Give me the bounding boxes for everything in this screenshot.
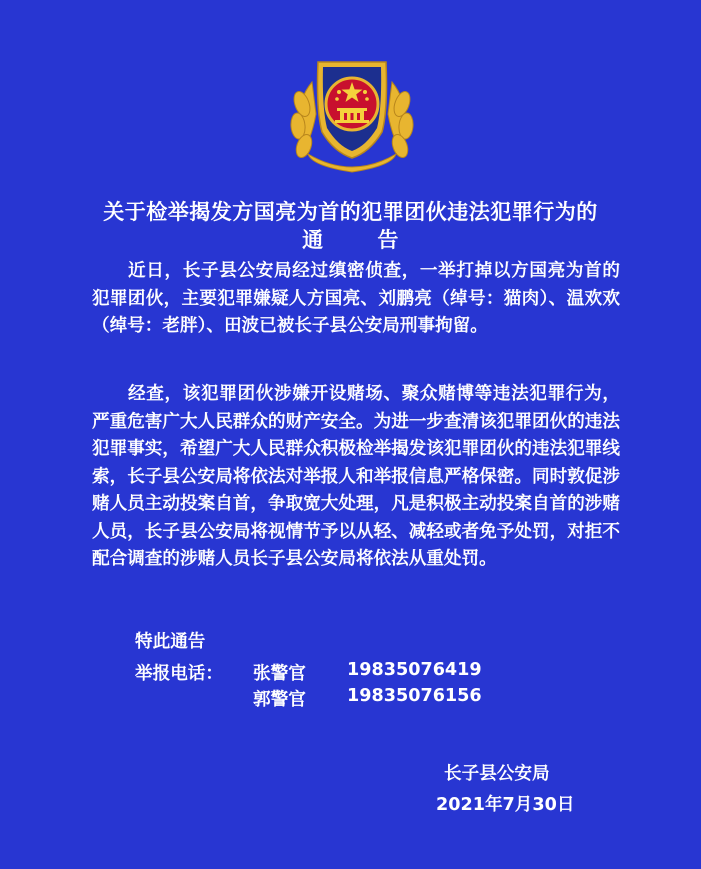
notice-paragraph-2: 经查，该犯罪团伙涉嫌开设赌场、聚众赌博等违法犯罪行为，严重危害广大人民群众的财产安全。为进一步查清该犯罪团伙的违法犯罪事实，希望广大人民群众积极检举揭发该犯罪团伙的违法犯罪线索，长子县公安局将依法对举报人和举报信息严格保密。同时敦促涉赌人员主动投案自首，争取宽大处理，凡是积极主动投案自首的涉赌人员，长子县公安局将视情节予以从轻、减轻或者免予处罚，对拒不配合调查的涉赌人员长子县公安局将依法从重处罚。 <box>92 384 620 569</box>
notice-title-line1: 关于检举揭发方国亮为首的犯罪团伙违法犯罪行为的 <box>103 200 598 224</box>
notice-paragraph-1: 近日，长子县公安局经过缜密侦查，一举打掉以方国亮为首的犯罪团伙，主要犯罪嫌疑人方国亮、刘鹏亮（绰号：猫肉）、温欢欢（绰号：老胖）、田波已被长子县公安局刑事拘留。 <box>92 261 620 336</box>
police-emblem-icon <box>282 54 422 180</box>
contact-phone: 19835076419 <box>347 660 482 680</box>
contact-phone: 19835076156 <box>347 686 482 706</box>
contact-name: 张警官 <box>253 664 306 684</box>
signature-date: 2021年7月30日 <box>436 795 575 815</box>
report-phone-label: 举报电话： <box>135 664 223 684</box>
closing-text: 特此通告 <box>135 632 206 652</box>
signature-organization: 长子县公安局 <box>444 764 550 784</box>
contact-name: 郭警官 <box>253 690 306 710</box>
notice-title-line2: 通 告 <box>302 228 399 252</box>
